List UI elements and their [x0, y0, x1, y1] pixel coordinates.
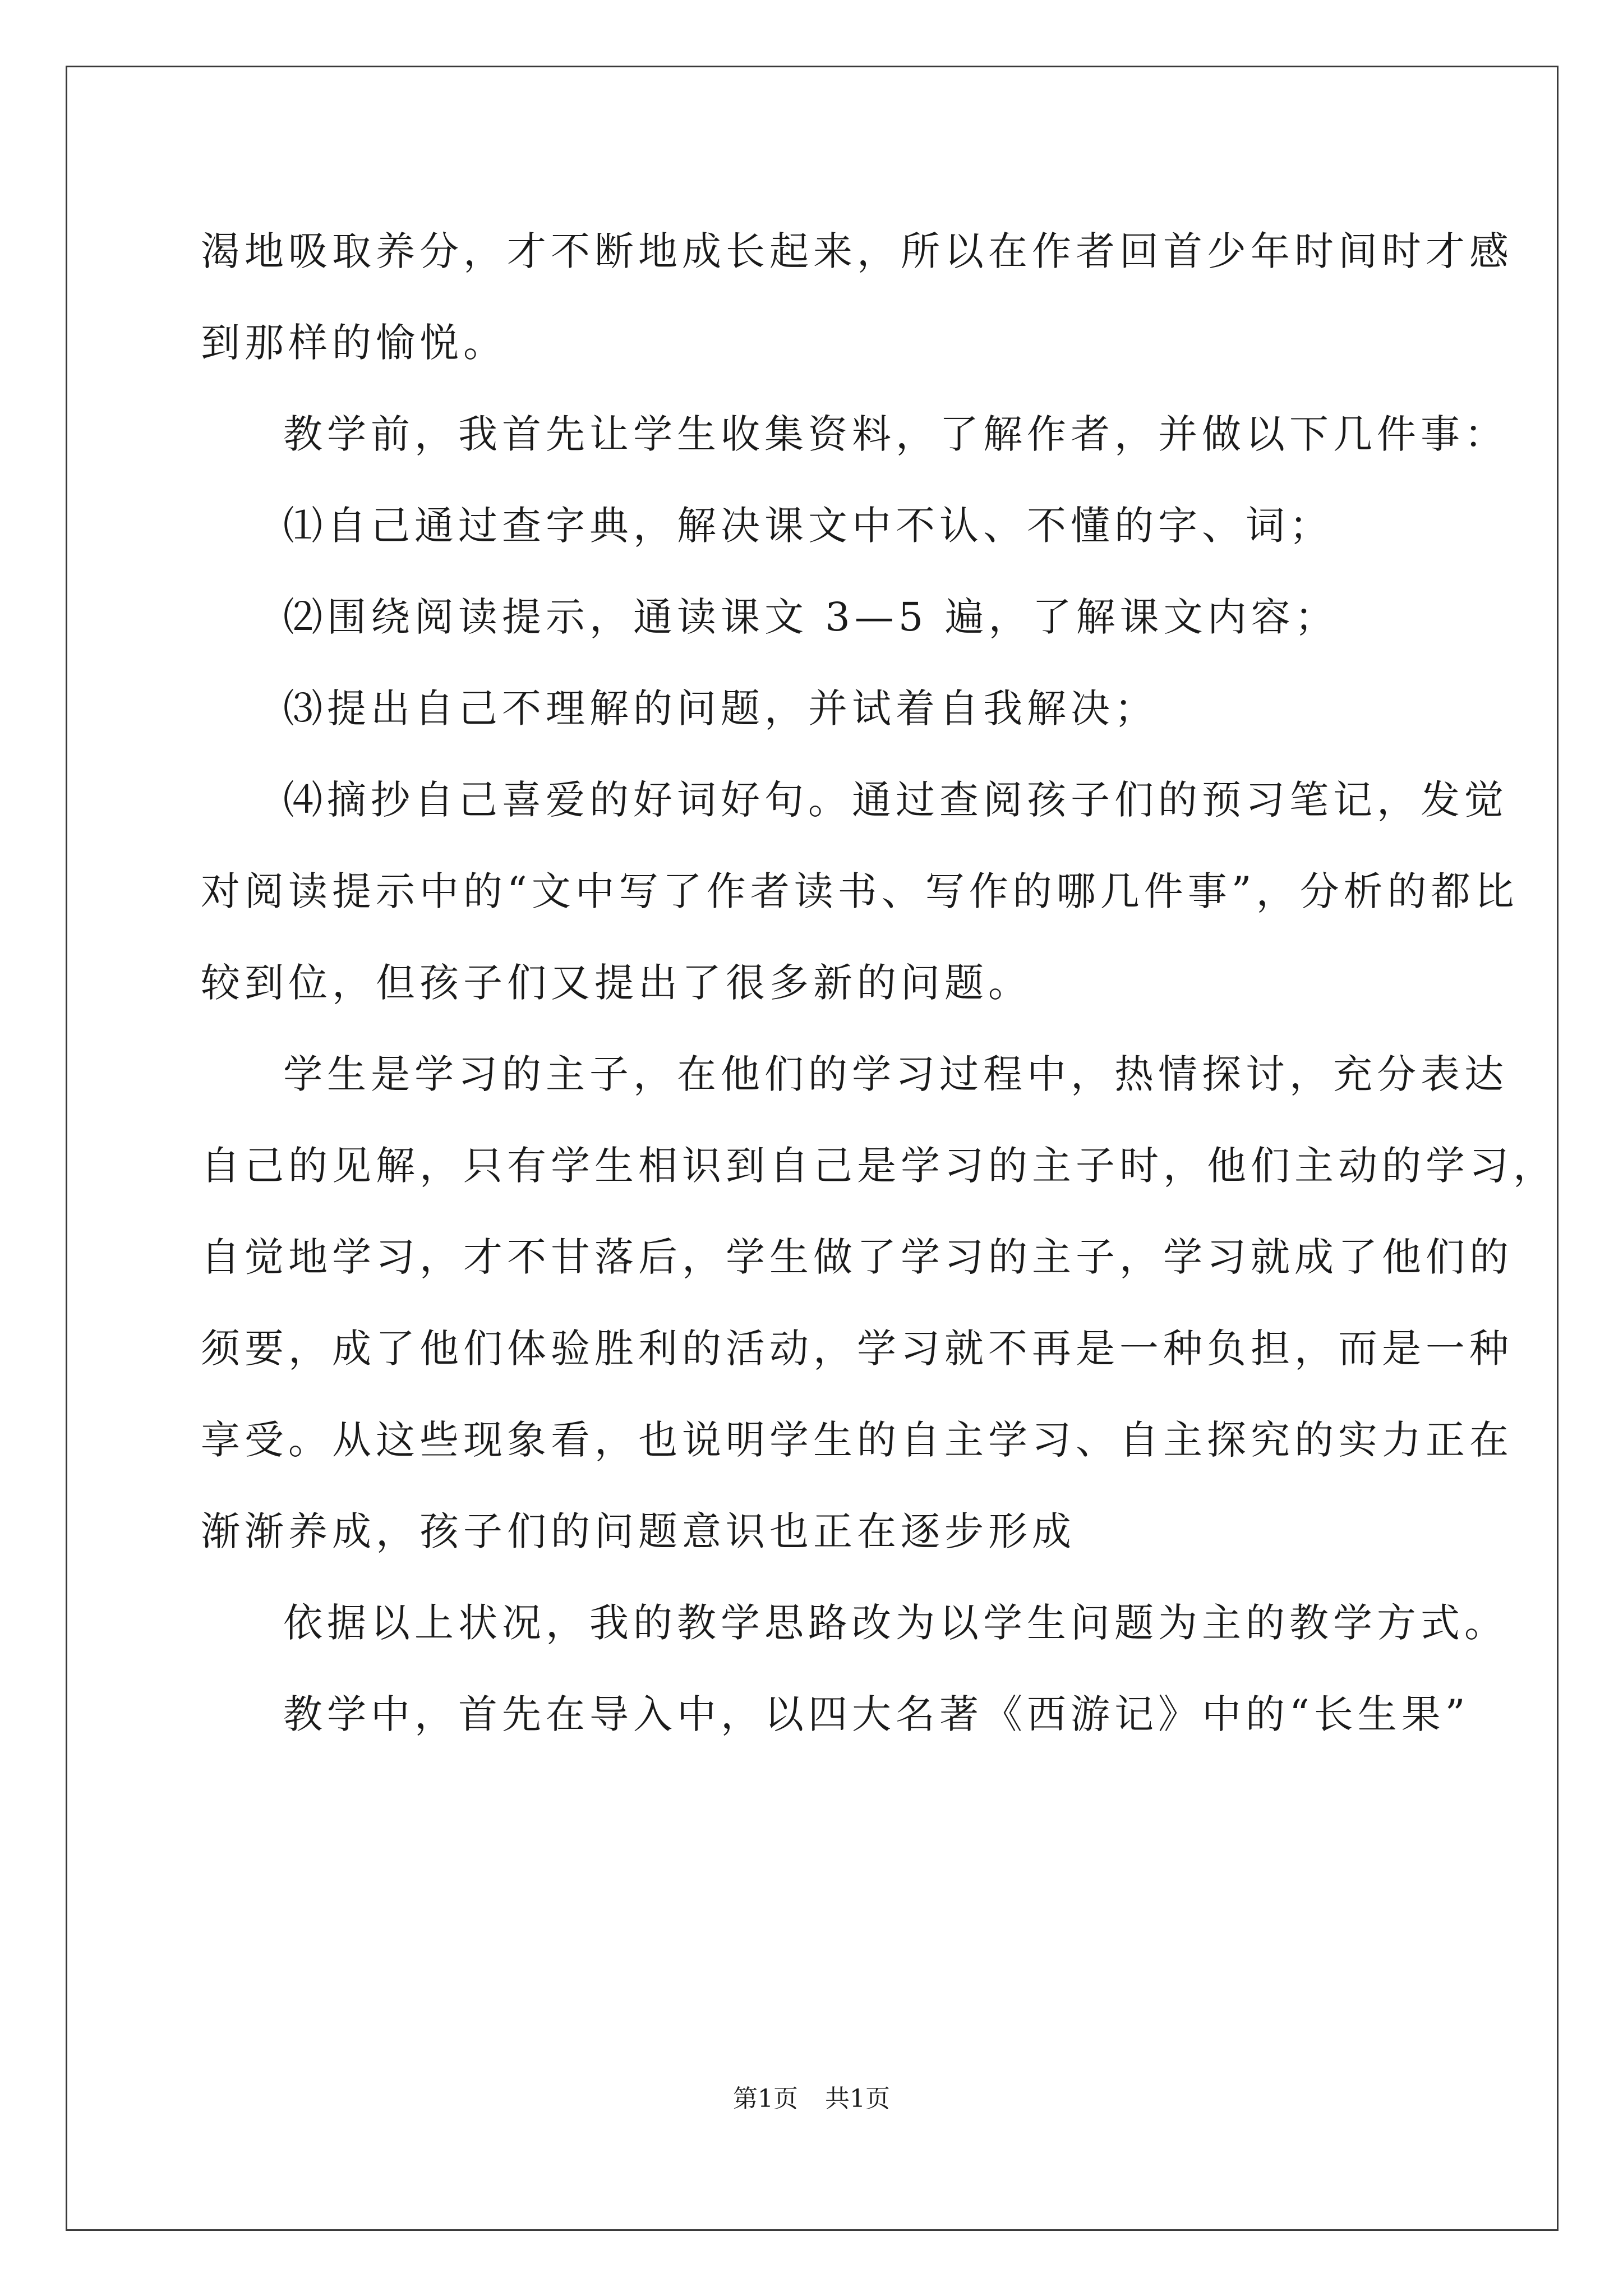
text-line: 享受。从这些现象看，也说明学生的自主学习、自主探究的实力正在 — [201, 1417, 1513, 1463]
text-line: 依据以上状况，我的教学思路改为以学生问题为主的教学方式。 — [283, 1600, 1508, 1646]
page-footer — [0, 2082, 1623, 2116]
text-line: 对阅读提示中的“文中写了作者读书、写作的哪几件事”，分析的都比 — [201, 868, 1519, 914]
text-line: 自己的见解，只有学生相识到自己是学习的主子时，他们主动的学习， — [201, 1143, 1557, 1189]
text-line: 教学中，首先在导入中，以四大名著《西游记》中的“长生果” — [283, 1691, 1470, 1737]
text-line: 须要，成了他们体验胜利的活动，学习就不再是一种负担，而是一种 — [201, 1326, 1513, 1372]
page-number: 第1页 — [733, 2085, 798, 2113]
text-line: ⑴自己通过查字典，解决课文中不认、不懂的字、词； — [283, 503, 1333, 549]
text-line: 教学前，我首先让学生收集资料，了解作者，并做以下几件事： — [283, 411, 1508, 457]
text-line: ⑶提出自己不理解的问题，并试着自我解决； — [283, 685, 1158, 731]
text-line: 学生是学习的主子，在他们的学习过程中，热情探讨，充分表达 — [283, 1051, 1508, 1097]
text-line: ⑷摘抄自己喜爱的好词好句。通过查阅孩子们的预习笔记，发觉 — [283, 777, 1508, 823]
text-line: 渴地吸取养分，才不断地成长起来，所以在作者回首少年时间时才感 — [201, 228, 1513, 274]
page-total: 共1页 — [825, 2085, 890, 2113]
text-line: 自觉地学习，才不甘落后，学生做了学习的主子，学习就成了他们的 — [201, 1234, 1513, 1280]
text-line: 渐渐养成，孩子们的问题意识也正在逐步形成 — [201, 1508, 1076, 1554]
text-line: ⑵围绕阅读提示，通读课文 3—5 遍，了解课文内容； — [283, 594, 1339, 640]
text-line: 较到位，但孩子们又提出了很多新的问题。 — [201, 960, 1032, 1006]
text-line: 到那样的愉悦。 — [201, 320, 507, 366]
